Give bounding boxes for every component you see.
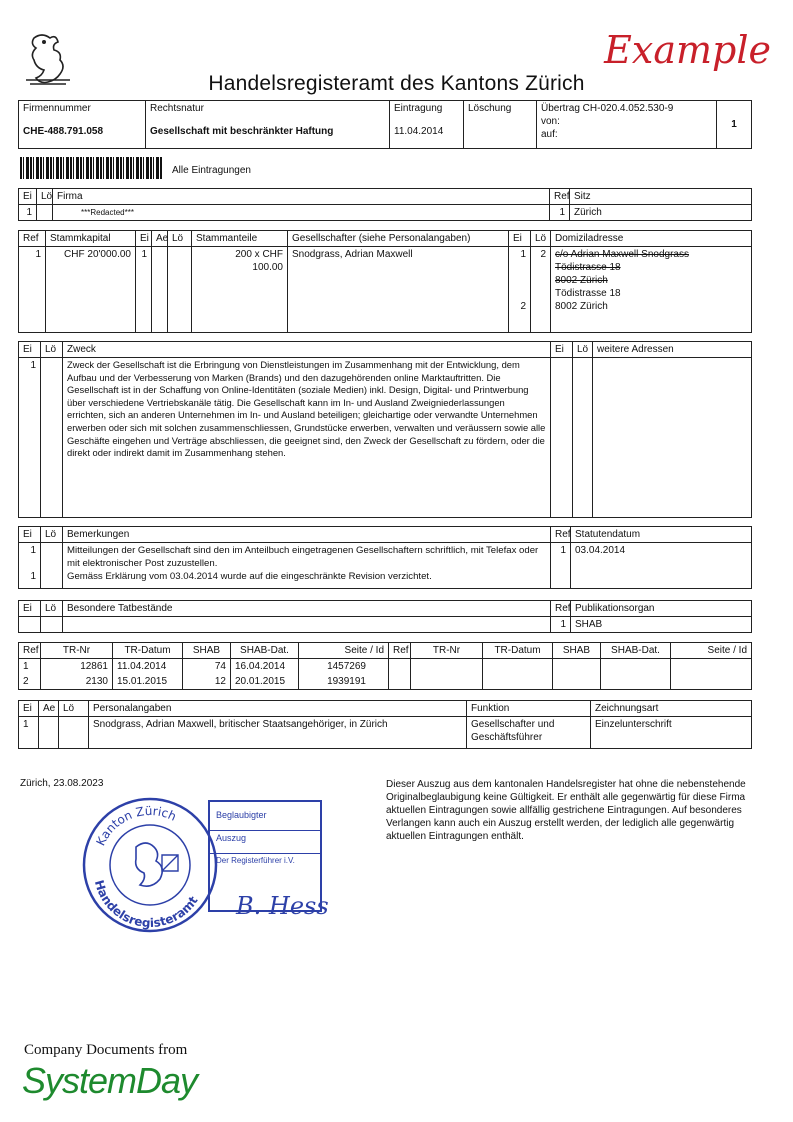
zweck-text: Zweck der Gesellschaft ist die Erbringung von Dienstleistungen im Zusammenhang mit der Entwicklung, dem Aufbau und der Verbesserung von Marken (Brands) und den dazugehörenden online Marktauftritten. Die Gesellschaft ist in der Schaffung von Online-Identitäten (soziale Medien) inkl. Design, Digital- und Printwerbung über verschiedene Vertriebskanäle tätig. Die Gesellschaft kann im In- und Ausland Zweigniederlassungen errichten, sich an anderen Unternehmen im In- und Ausland beteiligen; gleichartige oder verwandte Unternehmen erwerben oder sich mit solchen zusammenschliessen, Grundstücke erwerben, verwalten und veräussern sowie alle Geschäfte eingehen und Verträge abschliessen, die geeignet sind, den Zweck der Gesellschaft zu fördern, oder die direkt oder indirekt damit im Zusammenhang stehen.	[63, 358, 551, 518]
bemerkungen-table: Ei Lö Bemerkungen Ref Statutendatum 1 1 Mitteilungen der Gesellschaft sind den im Anteilbuch eingetragenen Gesellschaftern schriftlich, mit Telefax oder mit elektronischer Post zuzustellen. Gemäss Erklärung vom 03.04.2014 wurde auf die eingeschränkte Revision verzichtet. 1 03.04.2014	[18, 526, 752, 589]
certification-box: Beglaubigter Auszug Der Registerführer i.V.	[208, 800, 322, 912]
tr-header-row: Ref TR-Nr TR-Datum SHAB SHAB-Dat. Seite / Id Ref TR-Nr TR-Datum SHAB SHAB-Dat. Seite / Id	[19, 643, 752, 659]
eintragung-cell: Eintragung 11.04.2014	[390, 101, 464, 149]
barcode	[20, 157, 162, 179]
brand-logo: SystemDay	[22, 1060, 198, 1101]
firma-table: Ei Lö Firma Ref Sitz 1 ***Redacted*** 1 Zürich	[18, 188, 752, 221]
seal-ring-top: Kanton Zürich	[93, 803, 179, 848]
disclaimer-text: Dieser Auszug aus dem kantonalen Handelsregister hat ohne die nebenstehende Originalbeglaubigung keine Gültigkeit. Er enthält alle gegenwärtig für diese Firma aktuellen Eintragungen sowie allfällig gestrichene Eintragungen. Auf besonderes Verlangen kann auch ein Auszug erstellt werden, der lediglich alle gegenwärtig aktuellen Eintragungen enthält.	[386, 779, 746, 842]
loeschung-cell: Löschung	[464, 101, 537, 149]
place-date: Zürich, 23.08.2023	[20, 778, 104, 789]
signature: B. Hess	[236, 892, 329, 920]
firma-name: ***Redacted***	[53, 205, 550, 221]
bemerkungen-text: Mitteilungen der Gesellschaft sind den im Anteilbuch eingetragenen Gesellschaftern schriftlich, mit Telefax oder mit elektronischer Post zuzustellen. Gemäss Erklärung vom 03.04.2014 wurde auf die eingeschränkte Revision verzichtet.	[63, 543, 551, 589]
kapital-table: Ref Stammkapital Ei Ae Lö Stammanteile Gesellschafter (siehe Personalangaben) Ei Lö Domiziladresse 1 CHF 20'000.00 1 200 x CHF 100.00 Snodgrass, Adrian Maxwell 1 2 2 c/o Adrian Maxwell Snodgrass Tödistrasse 18 8002 Zürich Tödistrasse 18 8002 Zürich	[18, 230, 752, 333]
alle-eintragungen-label: Alle Eintragungen	[172, 165, 251, 176]
tr-table	[18, 642, 752, 690]
stammanteile-value: 200 x CHF 100.00	[192, 247, 288, 333]
official-seal	[80, 795, 220, 938]
zweck-table: Ei Lö Zweck Ei Lö weitere Adressen 1 Zweck der Gesellschaft ist die Erbringung von Dienstleistungen im Zusammenhang mit der Entwicklung, dem Aufbau und der Verbesserung von Marken (Brands) und den dazugehörenden online Marktauftritten. Die Gesellschaft ist in der Schaffung von Online-Identitäten (soziale Medien) inkl. Design, Digital- und Printwerbung über verschiedene Vertriebskanäle tätig. Die Gesellschaft kann im In- und Ausland Zweigniederlassungen errichten, sich an anderen Unternehmen im In- und Ausland beteiligen; gleichartige oder verwandte Unternehmen erwerben oder sich mit solchen zusammenschliessen, Grundstücke erwerben, verwalten und veräussern sowie alle Geschäfte eingehen und Verträge abschliessen, die geeignet sind, den Zweck der Gesellschaft zu fördern, oder die direkt oder indirekt damit im Zusammenhang stehen.	[18, 341, 752, 518]
rechtsnatur-cell: Rechtsnatur Gesellschaft mit beschränkter Haftung	[146, 101, 390, 149]
page-title: Handelsregisteramt des Kantons Zürich	[208, 72, 585, 95]
domiziladresse: c/o Adrian Maxwell Snodgrass Tödistrasse 18 8002 Zürich Tödistrasse 18 8002 Zürich	[551, 247, 752, 333]
publikationsorgan: SHAB	[571, 617, 752, 633]
sitz-value: Zürich	[570, 205, 752, 221]
person-entry: Snodgrass, Adrian Maxwell, britischer Staatsangehöriger, in Zürich	[89, 717, 467, 749]
svg-text:Kanton Zürich	[93, 804, 178, 848]
firmennummer: CHE-488.791.058	[23, 126, 104, 137]
tatbestaende-table: Ei Lö Besondere Tatbestände Ref Publikationsorgan 1 SHAB	[18, 600, 752, 633]
footer-tagline: Company Documents from	[24, 1042, 188, 1058]
uebertrag-cell: Übertrag CH-020.4.052.530-9 von: auf:	[537, 101, 717, 149]
table-row: 1 12861 11.04.2014 74 16.04.2014 1457269	[19, 659, 752, 675]
gesellschafter-value: Snodgrass, Adrian Maxwell	[288, 247, 509, 333]
personalangaben-table: Ei Ae Lö Personalangaben Funktion Zeichnungsart 1 Snodgrass, Adrian Maxwell, britischer Staatsangehöriger, in Zürich Gesellschafter und Geschäftsführer Einzelunterschrift	[18, 700, 752, 749]
stammkapital-value: CHF 20'000.00	[46, 247, 136, 333]
rechtsnatur: Gesellschaft mit beschränkter Haftung	[150, 126, 334, 137]
zeichnungsart: Einzelunterschrift	[591, 717, 752, 749]
firmennummer-cell: Firmennummer CHE-488.791.058	[19, 101, 146, 149]
page-number: 1	[717, 101, 752, 149]
funktion: Gesellschafter und Geschäftsführer	[467, 717, 591, 749]
statutendatum: 03.04.2014	[571, 543, 752, 589]
header-table	[18, 100, 752, 149]
table-row: 2 2130 15.01.2015 12 20.01.2015 1939191	[19, 674, 752, 690]
eintragung-date: 11.04.2014	[394, 126, 444, 137]
seal-ring-bottom: Handelsregisteramt	[91, 878, 201, 931]
example-watermark: Example	[604, 28, 771, 72]
